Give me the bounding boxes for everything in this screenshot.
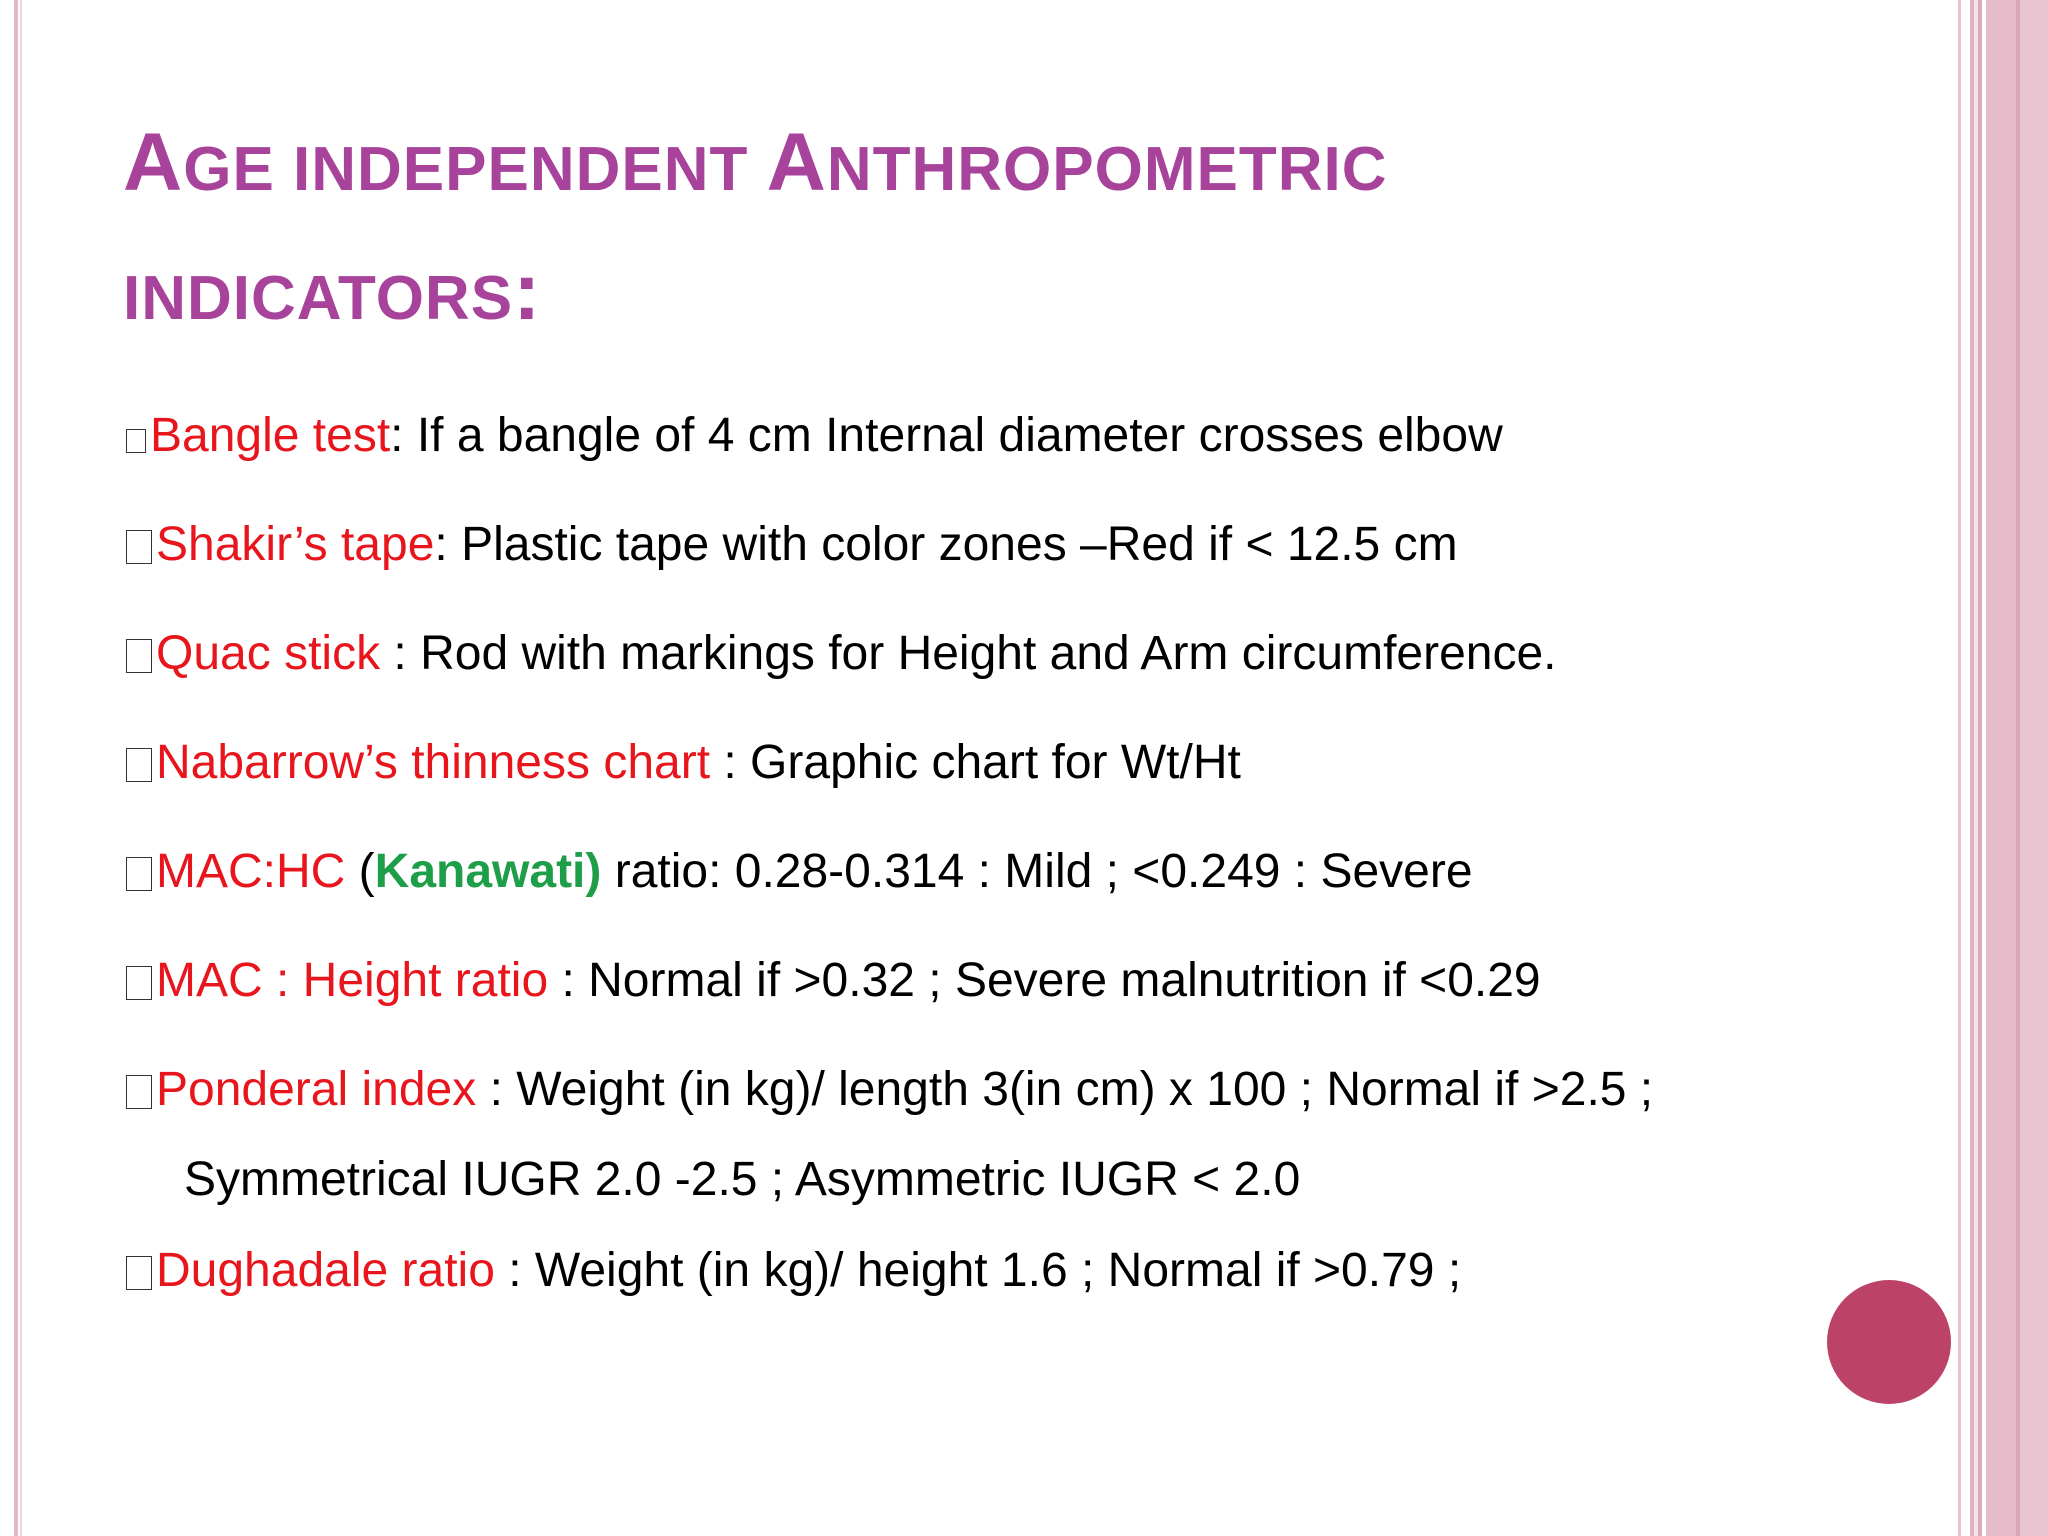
- item-text: : Weight (in kg)/ length 3(in cm) x 100 ; Normal if >2.5 ;: [489, 1063, 1654, 1116]
- title-line-1: AGE INDEPENDENT ANTHROPOMETRIC: [123, 117, 1388, 208]
- item-term: Nabarrow’s thinness chart: [156, 736, 724, 789]
- list-item: [126, 408, 1826, 464]
- square-bullet-icon: [126, 966, 152, 1000]
- item-text: : Graphic chart for Wt/Ht: [723, 736, 1241, 789]
- item-text: : Normal if >0.32 ; Severe malnutrition if <0.29: [561, 954, 1541, 1007]
- left-border-line-thin: [20, 0, 22, 1536]
- item-text: : If a bangle of 4 cm Internal diameter crosses elbow: [390, 409, 1503, 462]
- item-text: : Rod with markings for Height and Arm circumference.: [393, 627, 1557, 680]
- title-line-2: [123, 239, 1823, 368]
- title-colon: :: [513, 246, 542, 337]
- item-term: Dughadale ratio: [156, 1244, 509, 1297]
- list-item: [126, 844, 1826, 900]
- right-border-line: [1958, 0, 1961, 1536]
- item-text: : Plastic tape with color zones –Red if < 12.5 cm: [434, 518, 1458, 571]
- list-item: [126, 735, 1826, 791]
- right-decorative-stripes: [1964, 0, 2048, 1536]
- item-paren: (: [358, 845, 375, 898]
- list-item: [126, 1062, 1826, 1208]
- list-item: [126, 517, 1826, 573]
- left-border-line: [14, 0, 18, 1536]
- square-bullet-icon: [126, 1075, 152, 1109]
- square-bullet-icon: [126, 639, 152, 673]
- item-continuation: Symmetrical IUGR 2.0 -2.5 ; Asymmetric IUGR < 2.0: [184, 1153, 1301, 1206]
- bullet-list: [126, 408, 1826, 1352]
- list-item: [126, 953, 1826, 1009]
- item-term: Ponderal index: [156, 1063, 490, 1116]
- item-text: ratio: 0.28-0.314 : Mild ; <0.249 : Severe: [601, 845, 1473, 898]
- title-part-3: INDICATORS: [123, 264, 514, 333]
- item-term: Bangle test: [150, 409, 391, 462]
- item-highlight: Kanawati): [374, 845, 602, 898]
- item-term: MAC:HC: [156, 845, 359, 898]
- decorative-circle: [1827, 1280, 1951, 1404]
- list-item: [126, 626, 1826, 682]
- square-bullet-icon: [126, 1256, 152, 1290]
- slide-title: [123, 110, 1823, 368]
- square-bullet-icon: [126, 429, 146, 453]
- square-bullet-icon: [126, 748, 152, 782]
- square-bullet-icon: [126, 530, 152, 564]
- item-text: : Weight (in kg)/ height 1.6 ; Normal if >0.79 ;: [508, 1244, 1462, 1297]
- square-bullet-icon: [126, 857, 152, 891]
- item-term: MAC : Height ratio: [156, 954, 562, 1007]
- item-term: Shakir’s tape: [156, 518, 435, 571]
- item-term: Quac stick: [156, 627, 394, 680]
- list-item: [126, 1243, 1826, 1299]
